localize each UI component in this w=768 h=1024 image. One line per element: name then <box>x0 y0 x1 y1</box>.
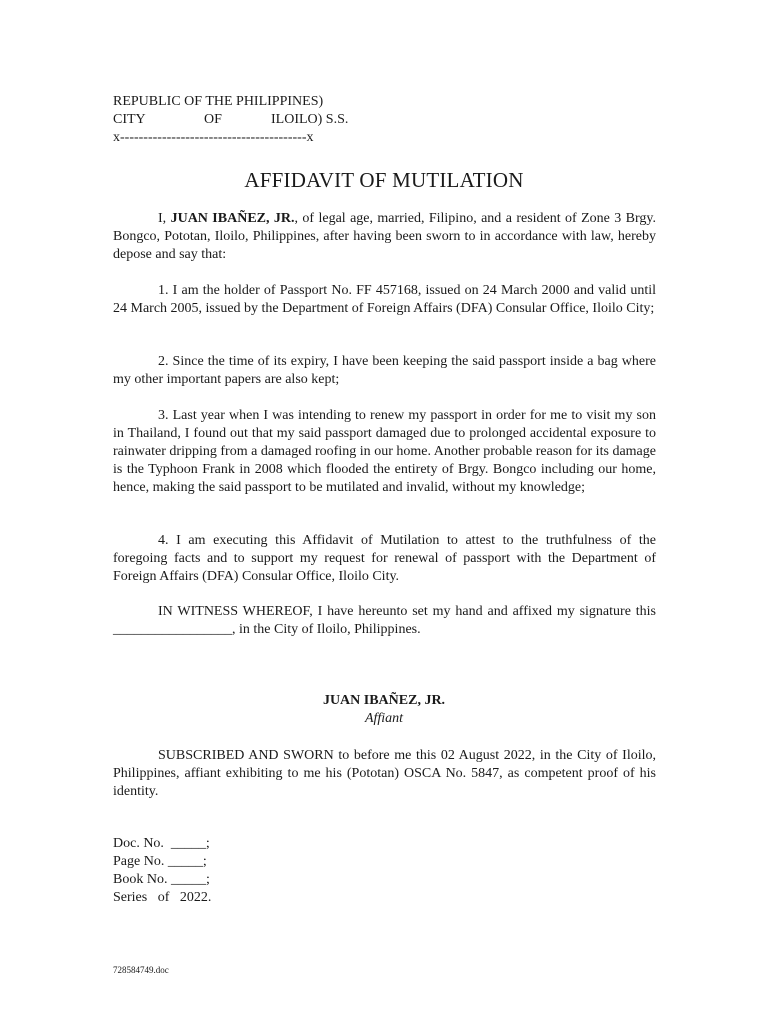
item-3-paragraph <box>113 407 656 497</box>
affiant-name-inline: JUAN IBAÑEZ, JR. <box>170 211 295 226</box>
item-3-text: 3. Last year when I was intending to renew my passport in order for me to visit my son in Thailand, I found out that my said passport damaged due to prolonged accidental exposure to rainwater dripping from a damaged roofing in our home. Another probable reason for its damage is the Typhoon Frank in 2008 which flooded the entirety of Brgy. Bongco including our home, hence, making the said passport to be mutilated and invalid, without my knowledge; <box>113 408 656 495</box>
venue-caption <box>113 93 373 147</box>
footer-filename: 728584749.doc <box>113 965 169 975</box>
item-4-paragraph <box>113 532 656 586</box>
caption-iloilo-ss: ILOILO) S.S. <box>271 112 349 127</box>
item-4-text: 4. I am executing this Affidavit of Mutilation to attest to the truthfulness of the foregoing facts and to support my request for renewal of passport with the Department of Foreign Affairs (DFA) Consular Office, Iloilo City. <box>113 533 656 584</box>
document-title: AFFIDAVIT OF MUTILATION <box>244 168 524 192</box>
intro-pre: I, <box>158 211 171 226</box>
item-2-text: 2. Since the time of its expiry, I have been keeping the said passport inside a bag where my other important papers are also kept; <box>113 354 656 387</box>
series-year: Series of 2022. <box>113 890 212 905</box>
caption-of-word: OF <box>204 112 222 127</box>
intro-paragraph <box>113 210 656 264</box>
notarial-register-block <box>113 835 211 907</box>
caption-city-line <box>113 111 373 129</box>
page-no: Page No. _____; <box>113 854 207 869</box>
item-1-text: 1. I am the holder of Passport No. FF 457168, issued on 24 March 2000 and valid until 24 March 2005, issued by the Department of Foreign Affairs (DFA) Consular Office, Iloilo City; <box>113 283 656 316</box>
intro-post: , of legal age, married, Filipino, and a resident of Zone 3 Brgy. Bongco, Pototan, Iloilo, Philippines, after having been sworn to in accordance with law, hereby depose and say that: <box>113 211 657 262</box>
witness-text: IN WITNESS WHEREOF, I have hereunto set my hand and affixed my signature this _________________, in the City of Iloilo, Philippines. <box>113 604 656 637</box>
doc-no: Doc. No. _____; <box>113 836 210 851</box>
affiant-name: JUAN IBAÑEZ, JR. <box>322 693 446 708</box>
book-no: Book No. _____; <box>113 872 210 887</box>
item-1-paragraph <box>113 282 656 318</box>
item-2-paragraph <box>113 353 656 389</box>
jurat-text: SUBSCRIBED AND SWORN to before me this 02 August 2022, in the City of Iloilo, Philippines, affiant exhibiting to me his (Pototan) OSCA No. 5847, as competent proof of his identity. <box>113 748 656 799</box>
affiant-role: Affiant <box>364 711 404 726</box>
caption-city-word: CITY <box>113 112 146 127</box>
witness-paragraph <box>113 603 656 639</box>
caption-republic: REPUBLIC OF THE PHILIPPINES) <box>113 94 324 109</box>
affiant-signature-block <box>0 692 768 728</box>
jurat-paragraph <box>113 747 656 801</box>
caption-divider: x----------------------------------------x <box>113 130 314 145</box>
